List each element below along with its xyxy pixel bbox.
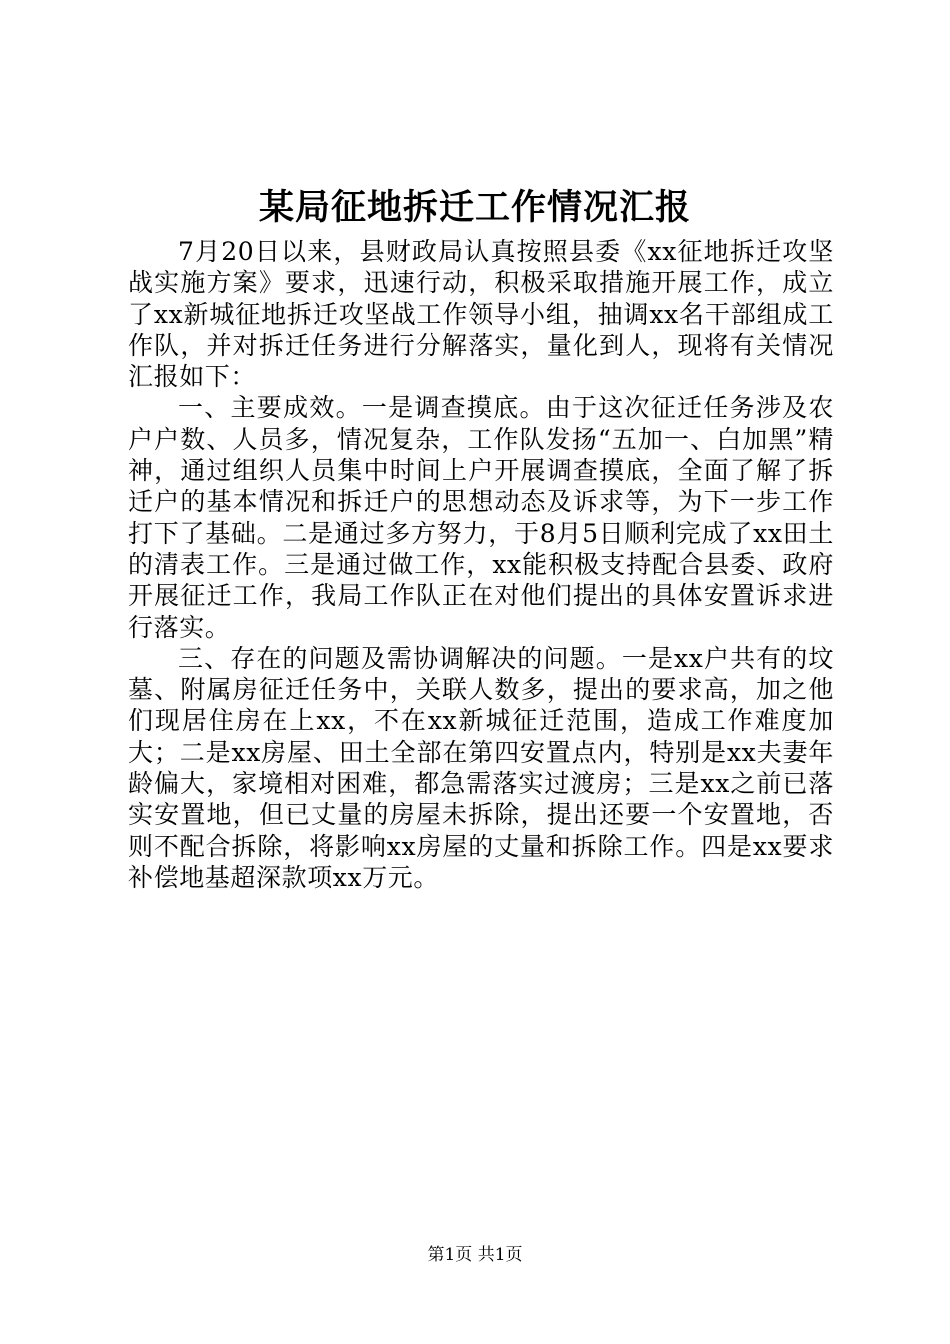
paragraph-main-results: 一、主要成效。一是调查摸底。由于这次征迁任务涉及农户户数、人员多，情况复杂，工作队发扬“五加一、白加黑”精神，通过组织人员集中时间上户开展调查摸底，全面了解了拆迁户的基本情况和拆迁户的思想动态及诉求等，为下一步工作打下了基础。二是通过多方努力，于8月5日顺利完成了xx田土的清表工作。三是通过做工作，xx能积极支持配合县委、政府开展征迁工作，我局工作队正在对他们提出的具体安置诉求进行落实。 xyxy=(128,393,834,642)
paragraph-intro: 7月20日以来，县财政局认真按照县委《xx征地拆迁攻坚战实施方案》要求，迅速行动，积极采取措施开展工作，成立了xx新城征地拆迁攻坚战工作领导小组，抽调xx名干部组成工作队，并对拆迁任务进行分解落实，量化到人，现将有关情况汇报如下： xyxy=(128,237,834,392)
document-body xyxy=(128,236,834,893)
page-footer: 第1页 共1页 xyxy=(427,1245,523,1265)
document-title: 某局征地拆迁工作情况汇报 xyxy=(258,187,691,228)
paragraph-problems: 三、存在的问题及需协调解决的问题。一是xx户共有的坟墓、附属房征迁任务中，关联人数多，提出的要求高，加之他们现居住房在上xx，不在xx新城征迁范围，造成工作难度加大；二是xx房屋、田土全部在第四安置点内，特别是xx夫妻年龄偏大，家境相对困难，都急需落实过渡房；三是xx之前已落实安置地，但已丈量的房屋未拆除，提出还要一个安置地，否则不配合拆除，将影响xx房屋的丈量和拆除工作。四是xx要求补偿地基超深款项xx万元。 xyxy=(128,643,834,892)
